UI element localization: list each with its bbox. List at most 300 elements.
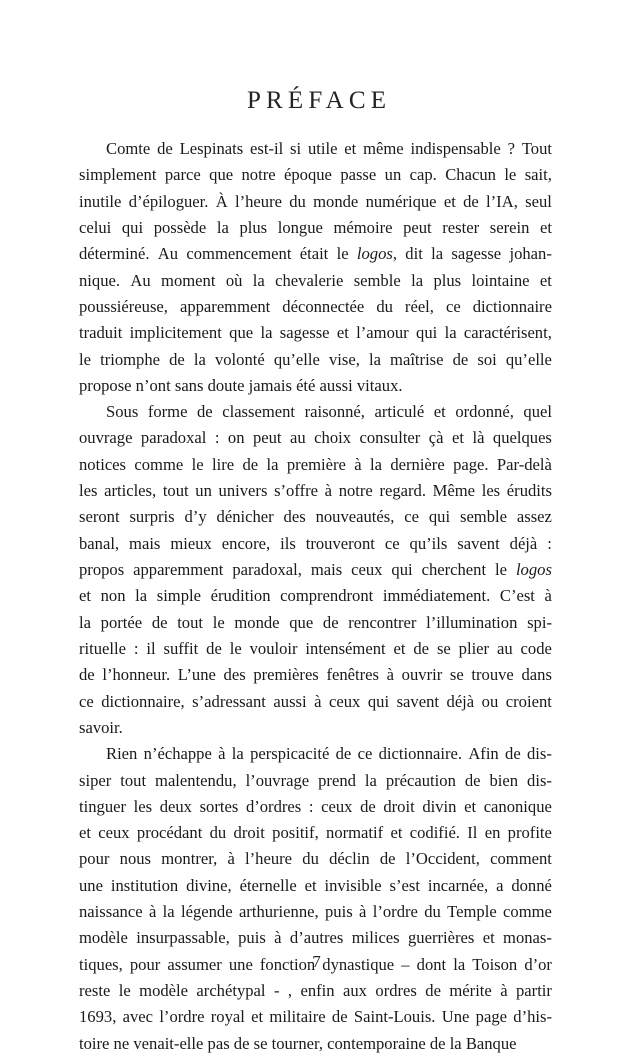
text-word: regard.	[379, 481, 426, 501]
text-word: l’heure	[234, 191, 282, 211]
text-line	[79, 399, 552, 425]
text-word: paradoxal,	[232, 560, 302, 579]
text-word: dénicher	[216, 507, 274, 527]
text-word: de	[331, 1007, 348, 1027]
text-word: de	[505, 744, 521, 764]
text-word: précaution	[385, 770, 456, 790]
text-word: était	[299, 244, 329, 264]
text-line	[79, 846, 552, 872]
text-word: Chacun	[445, 165, 496, 185]
text-word: plus	[239, 217, 268, 237]
text-word: ordonné,	[455, 402, 514, 422]
text-word: du	[209, 823, 227, 843]
text-word: dictionnaire	[472, 296, 552, 316]
text-word: notre	[241, 165, 276, 185]
text-word: s’offre	[274, 481, 318, 501]
text-word: choix	[314, 428, 352, 448]
text-word: d’épiloguer.	[128, 191, 209, 211]
text-word: Toison	[472, 954, 518, 974]
text-word: consulter	[359, 428, 421, 448]
text-word: dernière	[390, 454, 445, 474]
text-line	[79, 978, 552, 1004]
text-word: les	[79, 481, 98, 501]
text-word: codifié.	[409, 823, 460, 843]
text-word: nique.	[79, 270, 121, 290]
text-line	[79, 662, 552, 688]
text-word: peut	[403, 217, 432, 237]
text-word: poussiéreuse,	[79, 296, 168, 316]
text-word: de	[379, 849, 396, 869]
text-word: fenêtres	[326, 665, 379, 685]
text-word: procédant	[136, 823, 203, 843]
text-word: tout	[177, 612, 204, 632]
text-line	[79, 925, 552, 951]
text-word: ouvrage	[79, 428, 133, 448]
text-line	[79, 294, 552, 320]
text-word: de	[242, 454, 259, 474]
text-word: du	[302, 849, 319, 869]
text-word: il	[146, 638, 156, 658]
text-word: -	[273, 981, 280, 1000]
text-word: même	[363, 139, 404, 158]
text-word: fonction	[259, 954, 316, 974]
text-word: sortes	[199, 796, 239, 816]
text-word: incarnée,	[427, 875, 489, 895]
text-word: trouve	[471, 665, 514, 685]
text-word: l’Occident,	[405, 849, 480, 869]
text-word: vise,	[328, 349, 360, 369]
text-word: avec	[122, 1007, 154, 1027]
text-word: profite	[507, 823, 552, 843]
text-word: la	[444, 323, 457, 343]
text-word: on	[227, 428, 245, 448]
text-word: sait,	[524, 165, 552, 185]
text-word: la	[193, 349, 206, 369]
text-word: univers	[218, 481, 268, 501]
text-word: le	[336, 244, 349, 264]
text-word: droit	[233, 823, 265, 843]
text-word: simplement	[79, 165, 157, 185]
text-word: articles,	[104, 481, 157, 501]
text-word: dynastique	[322, 954, 395, 974]
text-word: indispensable	[410, 139, 501, 158]
text-word: puis	[325, 902, 353, 922]
text-word: et	[344, 139, 357, 158]
text-word: en	[484, 823, 501, 843]
text-word: un	[195, 481, 212, 501]
text-word: çà	[428, 428, 444, 448]
text-word: partir	[516, 981, 552, 1000]
text-word: L’une	[177, 665, 216, 685]
text-word: l’ordre	[159, 1007, 205, 1027]
text-word: banal,	[79, 533, 120, 553]
text-word: la	[453, 954, 466, 974]
text-word: l’IA,	[486, 191, 518, 211]
text-word: la	[368, 349, 381, 369]
text-word: quel	[523, 402, 552, 422]
text-line	[79, 820, 552, 846]
text-word: la	[231, 744, 244, 764]
text-word: à	[386, 665, 394, 685]
text-word: canonique	[483, 796, 552, 816]
text-line	[79, 478, 552, 504]
text-word: l’amour	[356, 323, 409, 343]
text-line	[79, 452, 552, 478]
text-line	[79, 241, 552, 267]
text-word: militaire	[269, 1007, 326, 1027]
text-word: ou	[481, 691, 499, 711]
text-word: qui	[391, 560, 413, 579]
text-word: rencontrer	[348, 612, 417, 632]
text-word: forme	[147, 402, 188, 422]
text-word: et	[433, 402, 446, 422]
text-word: moment	[161, 270, 216, 290]
text-word: dit	[405, 244, 423, 264]
text-word: mérite	[449, 981, 492, 1000]
text-word: qu’ils	[409, 533, 448, 553]
text-word: simple	[156, 586, 201, 606]
text-word: nouveautés,	[315, 507, 395, 527]
text-word: spi-	[527, 612, 552, 632]
text-word: qui	[428, 507, 451, 527]
text-word: les	[133, 796, 153, 816]
text-word: Même	[432, 481, 476, 501]
text-word: ce	[404, 507, 419, 527]
text-word: plus	[433, 270, 462, 290]
text-word: à	[354, 454, 362, 474]
preface-body-text	[79, 136, 552, 1057]
text-word: Lespinats	[179, 139, 244, 158]
text-word: que	[289, 612, 314, 632]
text-word: ce	[384, 533, 400, 553]
text-word: du	[289, 191, 306, 211]
text-word: mais	[129, 533, 161, 553]
text-word: qui	[367, 691, 390, 711]
text-word: une	[79, 875, 103, 895]
text-word: comme	[134, 454, 184, 474]
text-word: tiques,	[79, 954, 123, 974]
text-word: enfin	[300, 981, 335, 1000]
text-word: la	[162, 902, 175, 922]
text-word: la	[79, 612, 91, 632]
text-word: Saint-Louis.	[353, 1007, 436, 1027]
text-word: Temple	[447, 902, 497, 922]
text-word: prend	[318, 770, 356, 790]
text-word: l’ouvrage	[245, 770, 310, 790]
text-word: peut	[252, 428, 282, 448]
text-word: deux	[159, 796, 192, 816]
text-word: tout	[162, 481, 189, 501]
text-word: et	[452, 428, 464, 448]
text-word: institution	[110, 875, 179, 895]
text-word: Sous	[106, 402, 139, 422]
text-word: la	[252, 270, 265, 290]
text-word: commencement	[186, 244, 292, 264]
text-word: l’honneur.	[102, 665, 171, 685]
text-word: de	[335, 744, 352, 764]
text-word: raisonné,	[304, 402, 365, 422]
text-word: portée	[100, 612, 143, 632]
text-word: des	[223, 665, 246, 685]
text-word: l’heure	[245, 849, 293, 869]
text-line	[79, 1004, 552, 1030]
text-word: dis-	[527, 770, 552, 790]
text-word: :	[547, 533, 552, 553]
text-line	[79, 425, 552, 451]
italic-term: logos	[515, 560, 552, 579]
text-line	[79, 268, 552, 294]
text-word: époque	[284, 165, 332, 185]
text-word: du	[376, 296, 393, 316]
text-word: quelques	[492, 428, 552, 448]
text-word: volonté	[214, 349, 265, 369]
text-word: puis	[238, 928, 266, 948]
text-word: ordres	[375, 981, 417, 1000]
text-word: articulé	[374, 402, 425, 422]
text-word: celui	[79, 217, 112, 237]
text-line: toire ne venait-elle pas de se tourner, contemporaine de la Banque	[79, 1033, 517, 1053]
text-word: qu’elle	[273, 349, 320, 369]
text-word: vouloir	[249, 638, 298, 658]
text-word: insurpassable,	[136, 928, 230, 948]
text-word: et	[336, 323, 349, 343]
text-word: et	[464, 796, 477, 816]
text-word: et	[443, 191, 456, 211]
text-line	[79, 610, 552, 636]
text-word: maîtrise	[390, 349, 444, 369]
text-word: première	[286, 454, 346, 474]
text-word: l’illumination	[426, 612, 518, 632]
text-word: ceux	[98, 823, 130, 843]
text-word: du	[424, 902, 441, 922]
text-word: utile	[307, 139, 338, 158]
text-word: ce	[357, 744, 373, 764]
text-word: à	[314, 691, 322, 711]
text-word: propos	[79, 560, 125, 579]
text-word: le	[229, 638, 242, 658]
text-word: et	[482, 928, 495, 948]
text-word: mais	[310, 560, 343, 579]
text-word: à	[274, 928, 282, 948]
text-word: dans	[521, 665, 552, 685]
text-word: reste	[79, 981, 111, 1000]
text-word: implicitement	[129, 323, 222, 343]
text-word: d’his-	[513, 1007, 552, 1027]
text-word: à	[218, 744, 226, 764]
text-word: de	[413, 638, 430, 658]
text-word: à	[227, 849, 235, 869]
text-word: ce	[445, 296, 461, 316]
text-line	[79, 794, 552, 820]
text-word: déclin	[329, 849, 370, 869]
text-word: ils	[280, 533, 296, 553]
text-line	[79, 136, 552, 162]
text-word: trouveront	[305, 533, 375, 553]
text-word: possède	[153, 217, 207, 237]
text-word: Afin	[468, 744, 499, 764]
text-word: page.	[453, 454, 489, 474]
text-word: Comte	[106, 139, 151, 158]
italic-term: logos	[356, 244, 393, 264]
text-word: longue	[277, 217, 323, 237]
text-word: monde	[313, 191, 359, 211]
text-word: bien	[489, 770, 519, 790]
text-word: le	[191, 454, 204, 474]
text-line	[79, 320, 552, 346]
text-word: dis-	[527, 744, 552, 764]
text-word: de	[464, 770, 481, 790]
text-word: à	[500, 981, 508, 1000]
text-word: semble	[459, 507, 507, 527]
text-word: se	[449, 665, 464, 685]
text-word: immédiatement.	[382, 586, 491, 606]
text-line	[79, 162, 552, 188]
text-line	[79, 741, 552, 767]
text-word: déterminé.	[79, 244, 150, 264]
text-word: la	[431, 244, 444, 264]
text-word: et	[79, 586, 91, 606]
text-word: de	[79, 665, 95, 685]
text-word: et	[304, 875, 317, 895]
text-word: droit	[383, 796, 415, 816]
text-word: mémoire	[333, 217, 393, 237]
text-word: se	[436, 638, 451, 658]
text-word: naissance	[79, 902, 143, 922]
text-word: dictionnaire,	[101, 691, 185, 711]
text-word: caractérisent,	[463, 323, 552, 343]
text-word: qui	[416, 323, 438, 343]
text-word: la	[369, 454, 382, 474]
text-word: notre	[338, 481, 373, 501]
text-word: johan-	[509, 244, 552, 264]
text-word: Tout	[521, 139, 552, 158]
text-word: a	[496, 875, 504, 895]
text-word: aux	[343, 981, 367, 1000]
text-word: guerrières	[408, 928, 475, 948]
text-word: éternelle	[239, 875, 297, 895]
text-word: ?	[507, 139, 515, 158]
text-word: invisible	[324, 875, 382, 895]
text-word: qu’elle	[505, 349, 552, 369]
text-word: érudits	[506, 481, 552, 501]
text-word: lire	[211, 454, 235, 474]
text-word: surpris	[129, 507, 175, 527]
text-word: la	[216, 217, 229, 237]
text-word: donné	[511, 875, 552, 895]
text-word: d’ordres	[245, 796, 302, 816]
text-word: :	[214, 428, 220, 448]
text-word: et	[393, 638, 406, 658]
text-word: apparemment	[179, 296, 271, 316]
text-word: est-il	[250, 139, 284, 158]
text-word: paradoxal	[140, 428, 207, 448]
text-word: plier	[458, 638, 490, 658]
text-word: ceux	[321, 796, 353, 816]
text-word: sagesse	[451, 244, 502, 264]
text-word: parce	[164, 165, 201, 185]
text-word: d’autres	[289, 928, 344, 948]
text-word: si	[290, 139, 302, 158]
text-word: siper	[79, 770, 112, 790]
text-word: passe	[340, 165, 377, 185]
text-word: et	[539, 217, 552, 237]
text-word: À	[215, 191, 228, 211]
text-word: ceux	[351, 560, 383, 579]
text-word: de	[425, 981, 441, 1000]
text-word: déjà	[509, 533, 538, 553]
text-word: au	[496, 638, 513, 658]
text-word: où	[225, 270, 243, 290]
text-word: Une	[441, 1007, 470, 1027]
text-word: qui	[121, 217, 144, 237]
text-word: page	[475, 1007, 507, 1027]
text-word: n’échappe	[143, 744, 212, 764]
text-word: déjà	[446, 691, 475, 711]
text-word: dictionnaire.	[378, 744, 463, 764]
text-word: une	[228, 954, 253, 974]
text-word	[516, 557, 552, 583]
text-word: rituelle	[79, 638, 126, 658]
text-line	[79, 215, 552, 241]
text-word: de	[452, 349, 469, 369]
text-word: le	[79, 349, 91, 369]
text-word: modèle	[79, 928, 128, 948]
text-word: positif,	[272, 823, 319, 843]
text-word: déconnectée	[282, 296, 365, 316]
text-word: savent	[396, 691, 439, 711]
text-word: et	[539, 270, 552, 290]
text-word: s’adressant	[192, 691, 266, 711]
text-word: dont	[416, 954, 447, 974]
text-word: la	[364, 770, 377, 790]
text-word: nous	[119, 849, 151, 869]
text-word: arthurienne,	[238, 902, 319, 922]
text-word: le	[504, 165, 517, 185]
text-word: sagesse	[279, 323, 330, 343]
text-line	[79, 689, 552, 715]
text-word: divin	[422, 796, 457, 816]
text-word: croient	[505, 691, 552, 711]
text-word: et	[390, 823, 403, 843]
text-word: là	[472, 428, 485, 448]
text-line	[79, 636, 552, 662]
text-word: code	[520, 638, 552, 658]
text-word: et	[251, 1007, 264, 1027]
text-word: milices	[351, 928, 400, 948]
text-word: savent	[457, 533, 500, 553]
text-word: cap.	[409, 165, 437, 185]
text-line	[79, 873, 552, 899]
text-word: apparemment	[133, 560, 224, 579]
text-word: montrer,	[161, 849, 218, 869]
text-word: lointaine	[471, 270, 530, 290]
text-word: soi	[477, 349, 497, 369]
text-word: ouvrir	[401, 665, 443, 685]
text-word: monas-	[503, 928, 552, 948]
text-word: d’y	[184, 507, 207, 527]
text-line	[79, 557, 552, 583]
text-word: :	[308, 796, 314, 816]
text-word: mieux	[170, 533, 212, 553]
text-word: au	[290, 428, 306, 448]
text-line	[79, 347, 552, 373]
text-word: monde	[234, 612, 280, 632]
text-line	[79, 583, 552, 609]
text-word: inutile	[79, 191, 122, 211]
text-word: à	[324, 481, 333, 501]
text-word: pour	[79, 849, 110, 869]
text-word: Au	[130, 270, 151, 290]
